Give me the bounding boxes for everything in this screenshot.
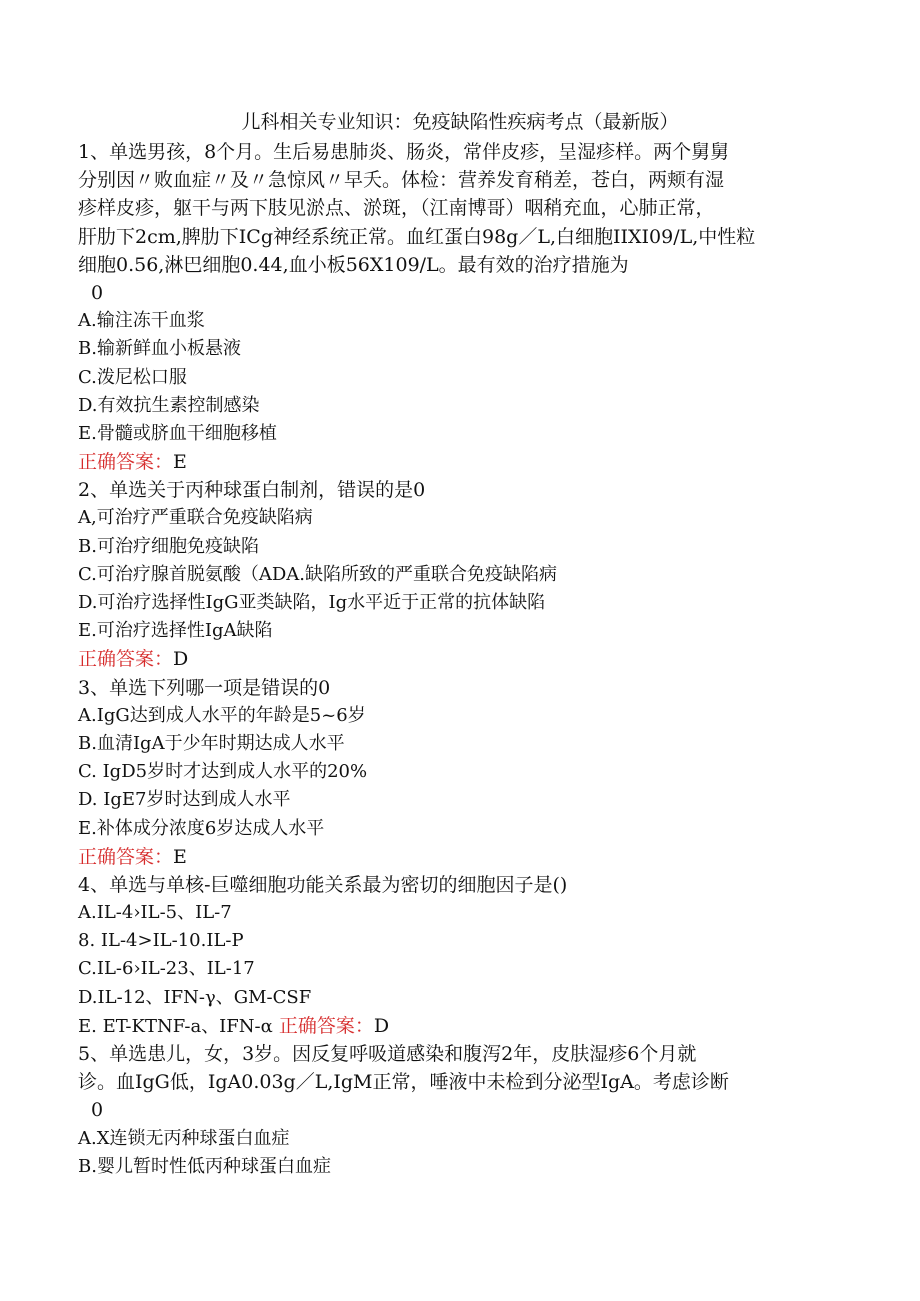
answer-option: C.泼尼松口服 (78, 366, 187, 388)
answer-option: D.有效抗生素控制感染 (78, 394, 260, 416)
question-stem-line: 2、单选关于丙种球蛋白制剂，错误的是0 (78, 479, 426, 502)
answer-option: E.骨髓或脐血干细胞移植 (78, 422, 277, 444)
answer-option-with-answer (78, 1012, 848, 1040)
answer-option: E.补体成分浓度6岁达成人水平 (78, 817, 325, 839)
question-stem-line: 5、单选患儿，女，3岁。因反复呼吸道感染和腹泻2年，皮肤湿疹6个月就 (78, 1043, 697, 1065)
correct-answer-label: 正确答案： (78, 845, 174, 868)
answer-option: A.IL-4›IL-5、IL-7 (78, 902, 232, 924)
answer-option: C. IgD5岁时才达到成人水平的20% (78, 761, 368, 783)
answer-option: B.血清IgA于少年时期达成人水平 (78, 732, 345, 754)
answer-option: E.可治疗选择性IgA缺陷 (78, 620, 273, 642)
answer-option: E. ET-KTNF-a、IFN-α (78, 1015, 273, 1037)
answer-option: D.IL-12、IFN-γ、GM-CSF (78, 986, 312, 1008)
question-stem-line: 3、单选下列哪一项是错误的0 (78, 676, 331, 699)
answer-option: D.可治疗选择性IgG亚类缺陷，Ig水平近于正常的抗体缺陷 (78, 592, 546, 613)
correct-answer (78, 448, 848, 476)
question-stem-line: 0 (91, 281, 104, 304)
answer-option: A,可治疗严重联合免疫缺陷病 (78, 507, 313, 529)
question-stem-line: 0 (91, 1099, 104, 1122)
answer-option: C.IL-6›IL-23、IL-17 (78, 958, 255, 980)
correct-answer-value: D (373, 1014, 390, 1037)
question-stem-line: 细胞0.56,淋巴细胞0.44,血小板56X109/L。最有效的治疗措施为 (78, 253, 629, 276)
answer-option: D. IgE7岁时达到成人水平 (78, 789, 291, 811)
answer-option: A.X连锁无丙种球蛋白血症 (78, 1127, 290, 1149)
correct-answer-value: E (173, 451, 187, 474)
question-3 (78, 674, 848, 871)
correct-answer (78, 843, 848, 871)
correct-answer-value: D (173, 648, 189, 671)
answer-option: B.可治疗细胞免疫缺陷 (78, 535, 259, 557)
question-2 (78, 476, 848, 673)
question-1 (78, 138, 848, 476)
correct-answer (78, 645, 848, 673)
question-stem-line: 1、单选男孩，8个月。生后易患肺炎、肠炎，常伴皮疹，呈湿疹样。两个舅舅 (78, 141, 730, 163)
question-stem-line: 肝肋下2cm,脾肋下ICg神经系统正常。血红蛋白98g／L,白细胞IIXI09/L,中性粒 (78, 225, 756, 248)
correct-answer-label: 正确答案： (78, 451, 174, 474)
answer-option: A.IgG达到成人水平的年龄是5~6岁 (78, 704, 366, 726)
answer-option: B.输新鲜血小板悬液 (78, 338, 241, 360)
question-stem-line: 诊。血IgG低，IgA0.03g／L,IgM正常，唾液中未检到分泌型IgA。考虑诊断 (78, 1071, 729, 1094)
correct-answer-label: 正确答案： (78, 648, 174, 671)
correct-answer-label: 正确答案： (278, 1014, 374, 1037)
question-stem-line: 疹样皮疹，躯干与两下肢见淤点、淤斑，（江南博哥）咽稍充血，心肺正常， (78, 197, 715, 220)
answer-option: 8. IL-4>IL-10.IL-P (78, 930, 244, 952)
question-stem-line: 4、单选与单核-巨噬细胞功能关系最为密切的细胞因子是() (78, 873, 568, 896)
document-title: 儿科相关专业知识：免疫缺陷性疾病考点（最新版） (241, 111, 679, 133)
answer-option: C.可治疗腺首脱氨酸（ADA.缺陷所致的严重联合免疫缺陷病 (78, 563, 558, 585)
question-list (78, 138, 848, 1181)
answer-option: A.输注冻干血浆 (78, 310, 205, 332)
question-stem-line: 分别因〃败血症〃及〃急惊风〃早夭。体检：营养发育稍差，苍白，两颊有湿 (78, 169, 725, 192)
question-4 (78, 871, 848, 1040)
answer-option: B.婴儿暂时性低丙种球蛋白血症 (78, 1155, 331, 1177)
correct-answer-value: E (173, 845, 187, 868)
question-5 (78, 1040, 848, 1181)
